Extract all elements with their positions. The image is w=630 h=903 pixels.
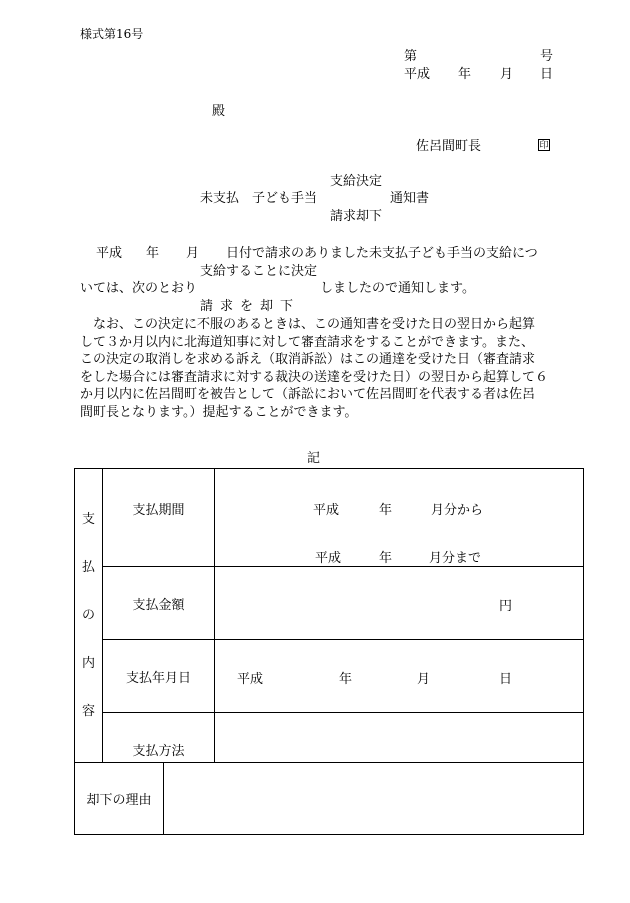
amount-unit: 円 (499, 599, 513, 614)
payment-date-year: 年 (339, 672, 353, 687)
payment-contents-side-label (75, 469, 103, 763)
appeal-notice-line: して３か月以内に北海道知事に対して審査請求をすることができます。また、 (80, 334, 534, 350)
paragraph-choice-approve: 支給することに決定 (200, 264, 318, 279)
addressee-honorific: 殿 (212, 104, 226, 119)
period-to-year: 年 (379, 551, 393, 566)
paragraph-line-1 (96, 246, 556, 262)
document-number-prefix: 第 (404, 49, 418, 64)
section-heading-ki: 記 (307, 451, 321, 466)
payment-details-table (74, 468, 584, 835)
paragraph-line-2-end: しましたので通知します。 (320, 281, 475, 296)
paragraph-choice-reject: 請求を却下 (200, 299, 301, 314)
appeal-notice-line: か月以内に佐呂間町を被告として（訴訟において佐呂間町を代表する者は佐呂 (80, 387, 536, 403)
payment-date-month: 月 (417, 672, 431, 687)
title-option-reject: 請求却下 (330, 209, 383, 224)
paragraph-month: 月 (186, 246, 200, 261)
payment-date-field[interactable] (215, 640, 584, 713)
payment-amount-label: 支払金額 (103, 567, 215, 640)
period-from-year: 年 (379, 503, 393, 518)
side-label-char: の (81, 607, 95, 623)
document-number-suffix: 号 (540, 49, 554, 64)
appeal-notice-line: なお、この決定に不服のあるときは、この通知書を受けた日の翌日から起算 (80, 317, 536, 332)
payment-method-label: 支払方法 (103, 713, 215, 763)
paragraph-era: 平成 (96, 246, 123, 261)
payment-period-field[interactable] (215, 469, 584, 567)
title-option-approve: 支給決定 (330, 174, 383, 189)
side-label-char: 内 (81, 655, 95, 671)
issue-date (404, 67, 554, 83)
form-number: 様式第16号 (80, 27, 144, 41)
issue-date-month: 月 (500, 67, 514, 82)
paragraph-line-1-text: 日付で請求のありました未支払子ども手当の支給につ (226, 246, 538, 261)
payment-amount-field[interactable] (215, 567, 584, 640)
side-label-char: 払 (81, 559, 95, 575)
appeal-notice-line: をした場合には審査請求に対する裁決の送達を受けた日）の翌日から起算して６ (80, 369, 549, 385)
issue-date-day: 日 (540, 67, 554, 82)
paragraph-line-2-start: いては、次のとおり (80, 281, 198, 296)
appeal-notice-line: 間町長となります。）提起することができます。 (80, 404, 358, 420)
paragraph-year: 年 (146, 246, 160, 261)
issuer-name: 佐呂間町長 (416, 139, 482, 154)
payment-date-era: 平成 (237, 672, 264, 687)
side-label-char: 容 (81, 703, 95, 719)
seal-mark: 印 (539, 141, 549, 151)
document-title-suffix: 通知書 (390, 191, 430, 206)
issue-date-year: 年 (458, 67, 472, 82)
payment-date-day: 日 (499, 672, 513, 687)
payment-period-label: 支払期間 (103, 469, 215, 567)
document-title: 未支払 子ども手当 (200, 191, 318, 206)
side-label-char: 支 (81, 511, 95, 527)
period-from-era: 平成 (313, 503, 340, 518)
period-to-era: 平成 (315, 551, 342, 566)
issue-date-era: 平成 (404, 67, 431, 82)
rejection-reason-field[interactable] (164, 763, 584, 835)
period-from-month: 月分から (431, 503, 484, 518)
appeal-notice-line: この決定の取消しを求める訴え（取消訴訟）はこの通達を受けた日（審査請求 (80, 352, 536, 368)
rejection-reason-label: 却下の理由 (75, 763, 164, 835)
appeal-notice (80, 316, 560, 422)
payment-method-field[interactable] (215, 713, 584, 763)
period-to-month: 月分まで (429, 551, 482, 566)
payment-date-label: 支払年月日 (103, 640, 215, 713)
